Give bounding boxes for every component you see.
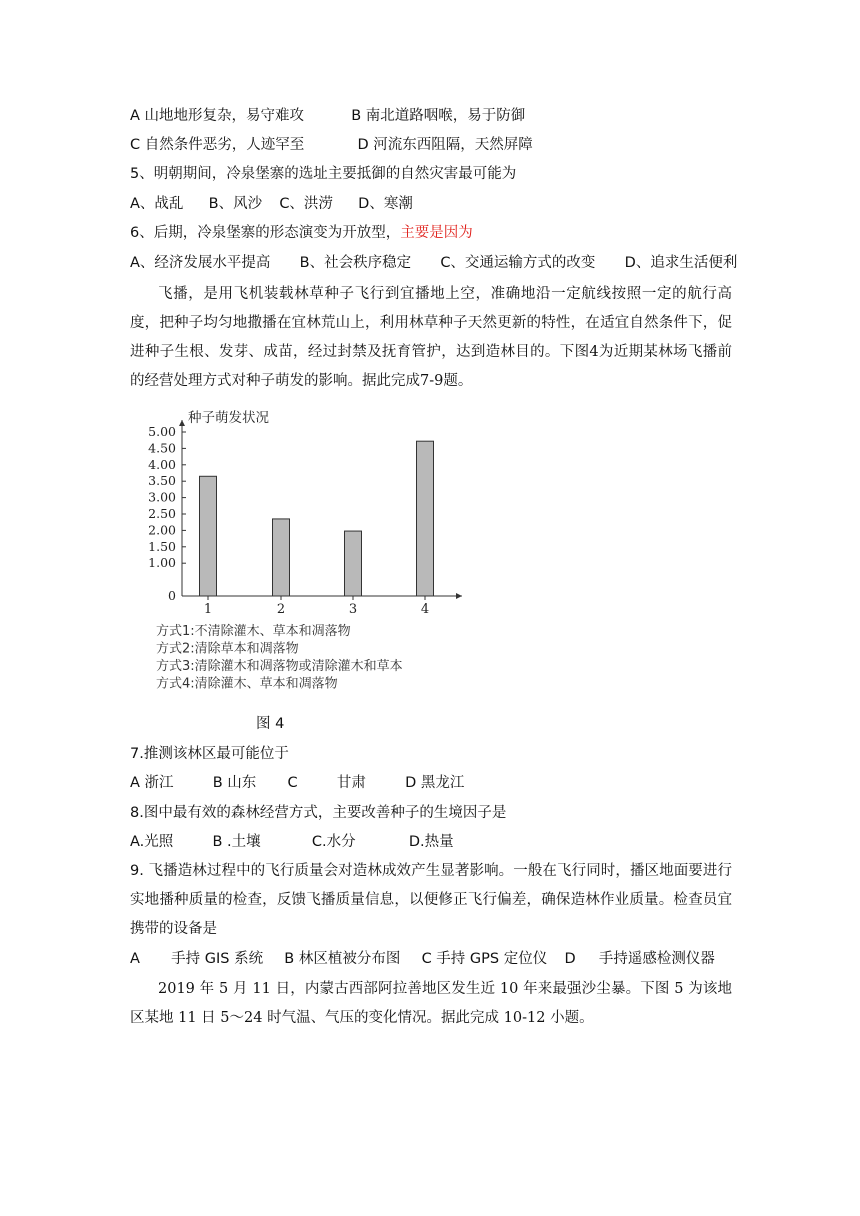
q6-stem-text: 6、后期，冷泉堡寨的形态演变为开放型， [130,225,401,241]
q6-stem-highlight: 主要是因为 [400,225,473,241]
q5-option-b: B、风沙 [208,196,263,212]
q5-option-a: A、战乱 [130,196,184,212]
bar-4 [417,441,434,596]
q8-option-d: D.热量 [408,834,454,850]
x-tick-label: 2 [276,602,286,617]
q4-option-d: D 河流东西阻隔，天然屏障 [357,137,533,153]
q8-options [130,832,454,852]
q4-options-row2 [130,135,533,155]
bar-3 [345,531,362,596]
q9-option-a-text: 手持 GIS 系统 [171,951,264,967]
x-axis-arrow-icon [456,593,462,599]
q5-option-d: D、寒潮 [358,196,413,212]
q9-options [130,949,715,969]
q4-options-row1 [130,106,525,126]
x-tick-label: 4 [420,602,430,617]
y-tick-label: 3.50 [148,473,176,489]
q7-option-c: C [287,775,298,791]
q9-option-d: D [564,951,576,967]
y-tick-label: 1.50 [148,538,176,554]
q8-option-a: A.光照 [130,834,174,850]
q9-option-b: B 林区植被分布图 [284,951,401,967]
q7-stem: 7.推测该林区最可能位于 [130,746,289,762]
q9-option-c: C 手持 GPS 定位仪 [421,951,548,967]
q5-stem: 5、明朝期间，冷泉堡寨的选址主要抵御的自然灾害最可能为 [130,166,517,182]
y-tick-label: 0 [168,588,176,603]
q7-option-d: D 黑龙江 [405,775,465,791]
y-tick-label: 2.50 [148,506,176,521]
q7-options [130,773,464,793]
y-tick-label: 4.00 [148,456,176,472]
y-tick-label: 5.00 [148,424,176,439]
q7-option-c-text: 甘肃 [336,775,366,791]
q6-options [130,253,737,273]
chart-title: 种子萌发状况 [188,410,269,426]
y-tick-label: 4.50 [148,440,176,456]
q8-stem: 8.图中最有效的森林经营方式，主要改善种子的生境因子是 [130,805,507,821]
q6-option-d: D、追求生活便利 [624,255,738,271]
q4-option-b: B 南北道路咽喉，易于防御 [351,108,526,124]
passage-aerial-seeding: 飞播，是用飞机装载林草种子飞行到宜播地上空，准确地沿一定航线按照一定的航行高度，把种子均匀地撒播在宜林荒山上，利用林草种子天然更新的特性，在适宜自然条件下，促进种子生根、发芽、成苗，经过封禁及抚育管护，达到造林目的。下图4为近期某林场飞播前的经营处理方式对种子萌发的影响。据此完成7-9题。 [130,286,732,389]
q6-option-a: A、经济发展水平提高 [130,255,271,271]
legend-entry-2: 方式2:清除草本和凋落物 [156,641,299,657]
bar-1 [200,476,217,596]
q6-stem [130,223,473,243]
q9-option-a: A [130,951,140,967]
q9-stem: 9. 飞播造林过程中的飞行质量会对造林成效产生显著影响。一般在飞行同时，播区地面要进行实地播种质量的检查，反馈飞播质量信息，以便修正飞行偏差，确保造林作业质量。检查员宜携带的设备是 [130,863,732,937]
q7-option-b: B 山东 [212,775,257,791]
legend-entry-1: 方式1:不清除灌木、草本和凋落物 [156,624,351,639]
q9-option-d-text: 手持遥感检测仪器 [598,951,715,967]
x-tick-label: 1 [203,602,213,617]
y-tick-label: 3.00 [148,489,176,505]
q5-options [130,194,413,214]
q6-option-c: C、交通运输方式的改变 [440,255,596,271]
y-axis-arrow-icon [179,420,185,426]
q7-option-a: A 浙江 [130,775,174,791]
legend-entry-4: 方式4:清除灌木、草本和凋落物 [156,676,338,692]
q4-option-a: A 山地地形复杂，易守难攻 [130,108,305,124]
y-tick-label: 2.00 [148,522,176,538]
q5-option-c: C、洪涝 [279,196,333,212]
q8-option-c: C.水分 [311,834,356,850]
x-tick-label: 3 [348,602,358,617]
figure-caption: 图 4 [256,716,285,732]
q4-option-c: C 自然条件恶劣，人迹罕至 [130,137,305,153]
y-tick-label: 1.00 [148,555,176,571]
q6-option-b: B、社会秩序稳定 [299,255,412,271]
passage-sandstorm: 2019 年 5 月 11 日，内蒙古西部阿拉善地区发生近 10 年来最强沙尘暴。下图 5 为该地区某地 11 日 5～24 时气温、气压的变化情况。据此完成 10-12 小题。 [130,981,732,1026]
q8-option-b: B .土壤 [212,834,261,850]
bar-2 [273,519,290,596]
legend-entry-3: 方式3:清除灌木和凋落物或清除灌木和草本 [156,659,403,674]
seed-germination-chart [140,400,480,700]
